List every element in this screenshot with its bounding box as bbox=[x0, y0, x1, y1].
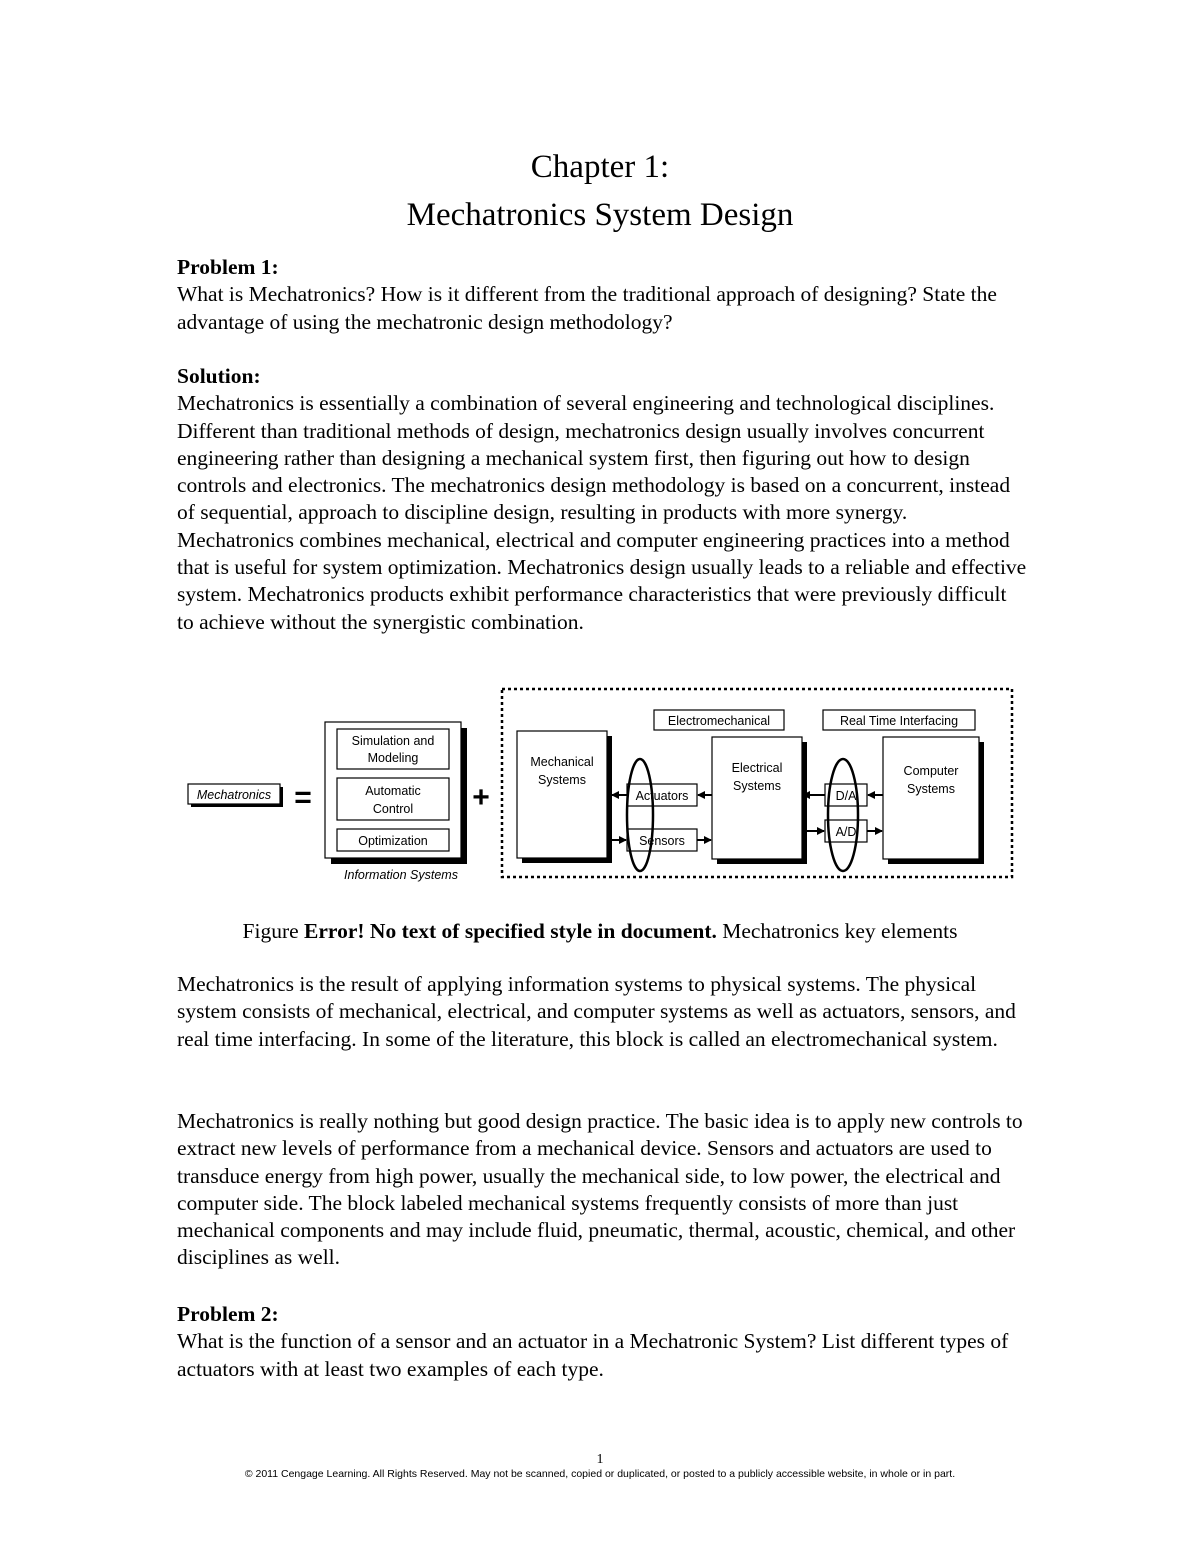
problem-1-heading: Problem 1: bbox=[177, 255, 279, 279]
actuator-sensor-loop bbox=[627, 759, 653, 871]
computer-label-line1: Computer bbox=[903, 764, 959, 778]
chapter-title bbox=[0, 143, 1200, 239]
mechanical-systems-box bbox=[517, 731, 612, 863]
mechatronics-label: Mechatronics bbox=[196, 788, 272, 802]
equals-sign: = bbox=[294, 781, 312, 814]
caption-suffix: Mechatronics key elements bbox=[716, 919, 958, 943]
chapter-name: Mechatronics System Design bbox=[406, 197, 794, 233]
information-systems-label: Information Systems bbox=[344, 868, 458, 882]
solution-section bbox=[177, 363, 1027, 636]
problem-2-section bbox=[177, 1301, 1027, 1383]
problem-1-question: What is Mechatronics? How is it different from the traditional approach of designing? State the advantage of using the mechatronic design methodology? bbox=[177, 282, 997, 334]
paragraph-information-systems bbox=[177, 971, 1027, 1053]
computer-label-line2: Systems bbox=[907, 782, 955, 796]
automatic-label-line2: Control bbox=[372, 802, 414, 816]
solution-heading: Solution: bbox=[177, 364, 261, 388]
electromechanical-label: Electromechanical bbox=[667, 714, 771, 728]
caption-error-text: Error! No text of specified style in document. bbox=[304, 919, 717, 943]
plus-sign: + bbox=[472, 781, 490, 814]
simulation-label-line2: Modeling bbox=[367, 751, 419, 765]
problem-2-question: What is the function of a sensor and an actuator in a Mechatronic System? List different types of actuators with at least two examples of each type. bbox=[177, 1329, 1009, 1381]
ad-label: A/D bbox=[835, 825, 857, 839]
problem-1-section bbox=[177, 254, 1027, 336]
sensors-label: Sensors bbox=[639, 834, 685, 848]
caption-prefix: Figure bbox=[242, 919, 305, 943]
converter-loop bbox=[828, 759, 858, 871]
mechanical-label-line2: Systems bbox=[538, 773, 586, 787]
figure-caption bbox=[0, 917, 1200, 945]
body-paragraph-2: Mechatronics is the result of applying information systems to physical systems. The physical system consists of mechanical, electrical, and computer systems as well as actuators, sensors, and real time interfacing. In some of the literature, this block is called an electromechanical system. bbox=[177, 972, 1016, 1051]
mechatronics-box bbox=[188, 784, 283, 807]
solution-paragraph: Mechatronics is essentially a combination of several engineering and technological disciplines. Different than traditional methods of design, mechatronics design usually involves concurrent engineering rather than designing a mechanical system first, then figuring out how to design controls and electronics. The mechatronics design methodology is based on a concurrent, instead of sequential, approach to discipline design, resulting in products with more synergy. Mechatronics combines mechanical, electrical and computer engineering practices into a method that is useful for system optimization. Mechatronics design usually leads to a reliable and effective system. Mechatronics products exhibit performance characteristics that were previously difficult to achieve without the synergistic combination. bbox=[177, 391, 1027, 634]
copyright-notice: © 2011 Cengage Learning. All Rights Reserved. May not be scanned, copied or duplicated, or posted to a publicly accessible website, in whole or in part. bbox=[244, 1468, 956, 1480]
electrical-systems-box bbox=[712, 737, 807, 864]
electrical-label-line1: Electrical bbox=[731, 761, 783, 775]
real-time-interfacing-label: Real Time Interfacing bbox=[839, 714, 959, 728]
problem-2-heading: Problem 2: bbox=[177, 1302, 279, 1326]
computer-systems-box bbox=[883, 737, 984, 864]
information-systems-box bbox=[325, 722, 467, 864]
mechanical-label-line1: Mechanical bbox=[530, 755, 594, 769]
page-number: 1 bbox=[596, 1452, 604, 1467]
chapter-number: Chapter 1: bbox=[530, 149, 670, 185]
simulation-label-line1: Simulation and bbox=[351, 734, 435, 748]
actuators-label: Actuators bbox=[635, 789, 689, 803]
body-paragraph-3: Mechatronics is really nothing but good design practice. The basic idea is to apply new controls to extract new levels of performance from a mechanical device. Sensors and actuators are used to transduce energy from high power, usually the mechanical side, to low power, the electrical and computer side. The block labeled mechanical systems frequently consists of more than just mechanical components and may include fluid, pneumatic, thermal, acoustic, chemical, and other disciplines as well. bbox=[177, 1109, 1023, 1270]
optimization-label: Optimization bbox=[358, 834, 428, 848]
mechatronics-key-elements-figure bbox=[180, 680, 1020, 890]
da-label: D/A bbox=[835, 789, 857, 803]
mechatronics-diagram bbox=[180, 680, 1020, 890]
electrical-label-line2: Systems bbox=[733, 779, 781, 793]
paragraph-design-practice bbox=[177, 1108, 1027, 1272]
automatic-label-line1: Automatic bbox=[365, 784, 421, 798]
